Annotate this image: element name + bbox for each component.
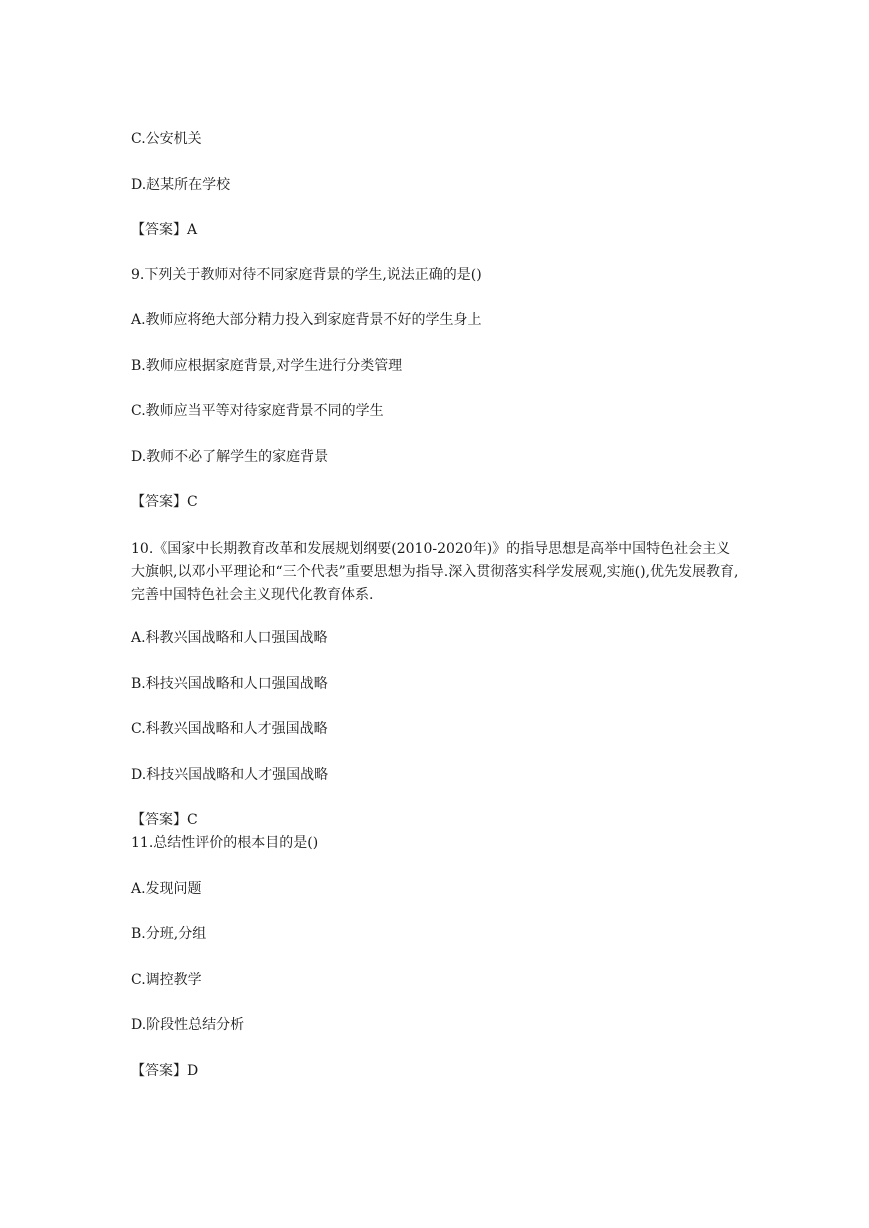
- option-c-q8: C.公安机关: [131, 131, 202, 147]
- answer-q11: 【答案】D: [131, 1063, 199, 1079]
- option-d-q10: D.科技兴国战略和人才强国战略: [131, 767, 329, 783]
- option-d-q9: D.教师不必了解学生的家庭背景: [131, 449, 329, 465]
- option-d-q8: D.赵某所在学校: [131, 177, 231, 193]
- answer-q10: 【答案】C: [131, 812, 198, 828]
- answer-q9: 【答案】C: [131, 494, 198, 510]
- option-b-q9: B.教师应根据家庭背景,对学生进行分类管理: [131, 358, 403, 374]
- option-c-q10: C.科教兴国战略和人才强国战略: [131, 721, 328, 737]
- question-9: 9.下列关于教师对待不同家庭背景的学生,说法正确的是(): [131, 267, 482, 283]
- option-a-q9: A.教师应将绝大部分精力投入到家庭背景不好的学生身上: [131, 312, 482, 328]
- question-11: 11.总结性评价的根本目的是(): [131, 835, 319, 851]
- option-a-q11: A.发现问题: [131, 881, 202, 897]
- question-10: 10.《国家中长期教育改革和发展规划纲要(2010-2020年)》的指导思想是高举中国特色社会主义大旗帜,以邓小平理论和“三个代表”重要思想为指导.深入贯彻落实科学发展观,实施(),优先发展教育,完善中国特色社会主义现代化教育体系.: [131, 541, 739, 603]
- option-a-q10: A.科教兴国战略和人口强国战略: [131, 630, 328, 646]
- option-b-q10: B.科技兴国战略和人口强国战略: [131, 676, 328, 692]
- option-d-q11: D.阶段性总结分析: [131, 1017, 245, 1033]
- option-c-q11: C.调控教学: [131, 972, 202, 988]
- option-c-q9: C.教师应当平等对待家庭背景不同的学生: [131, 403, 384, 419]
- option-b-q11: B.分班,分组: [131, 926, 207, 942]
- answer-q8: 【答案】A: [131, 222, 198, 238]
